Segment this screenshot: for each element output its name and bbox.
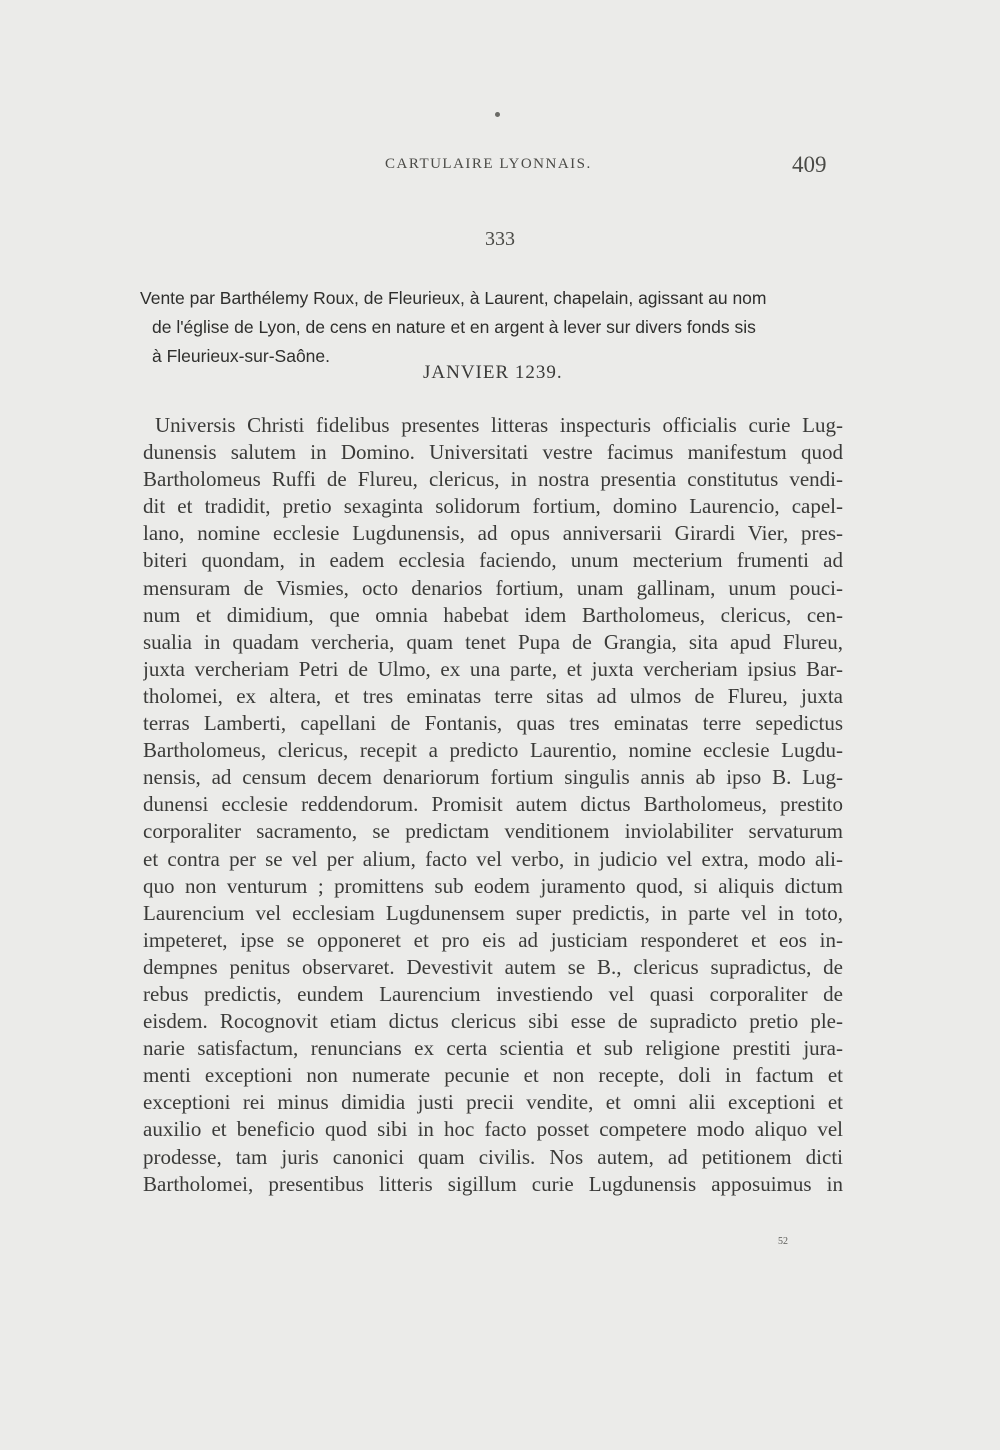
body-line: Laurencium vel ecclesiam Lugdunensem super predictis, in parte vel in toto,	[143, 900, 843, 925]
running-head	[0, 152, 1000, 182]
body-line: mensuram de Vismies, octo denarios fortium, unam gallinam, unum pouci-	[143, 575, 843, 600]
body-line: Bartholomeus, clericus, recepit a predicto Laurentio, nomine ecclesie Lugdu-	[143, 738, 843, 763]
body-line: exceptioni rei minus dimidia justi precii vendite, et omni alii exceptioni et	[143, 1090, 843, 1115]
body-line: et contra per se vel per alium, facto vel verbo, in judicio vel extra, modo ali-	[143, 846, 843, 871]
body-line: Universis Christi fidelibus presentes litteras inspecturis officialis curie Lug-	[155, 413, 843, 437]
body-line: impeteret, ipse se opponeret et pro eis ad justiciam responderet et eos in-	[143, 927, 843, 952]
body-line: tholomei, ex altera, et tres eminatas terre sitas ad ulmos de Flureu, juxta	[143, 683, 843, 708]
document-date: JANVIER 1239.	[423, 362, 563, 383]
body-line: terras Lamberti, capellani de Fontanis, quas tres eminatas terre sepedictus	[143, 711, 843, 736]
document-summary	[140, 284, 840, 371]
body-line: lano, nomine ecclesie Lugdunensis, ad opus anniversarii Girardi Vier, pres-	[143, 521, 843, 546]
body-line: quo non venturum ; promittens sub eodem juramento quod, si aliquis dictum	[143, 873, 843, 898]
body-line: nensis, ad censum decem denariorum fortium singulis annis ab ipso B. Lug-	[143, 765, 843, 790]
body-line: prodesse, tam juris canonici quam civilis. Nos autem, ad petitionem dicti	[143, 1144, 843, 1169]
body-line: num et dimidium, que omnia habebat idem Bartholomeus, clericus, cen-	[143, 602, 843, 627]
body-line: Bartholomeus Ruffi de Flureu, clericus, in nostra presentia constitutus vendi-	[143, 467, 843, 492]
summary-line: Vente par Barthélemy Roux, de Fleurieux, à Laurent, chapelain, agissant au nom	[140, 288, 767, 308]
body-line: Bartholomei, presentibus litteris sigillum curie Lugdunensis apposuimus in	[143, 1171, 843, 1196]
running-title: CARTULAIRE LYONNAIS.	[385, 156, 592, 172]
body-line: dunensis salutem in Domino. Universitati vestre facimus manifestum quod	[143, 440, 843, 465]
charter-body-text	[143, 412, 843, 1198]
summary-line: à Fleurieux-sur-Saône.	[152, 346, 330, 366]
summary-line: de l'église de Lyon, de cens en nature et en argent à lever sur divers fonds sis	[152, 317, 756, 337]
body-line: dit et tradidit, pretio sexaginta solidorum fortium, domino Laurencio, capel-	[143, 494, 843, 519]
body-line: dunensi ecclesie reddendorum. Promisit autem dictus Bartholomeus, prestito	[143, 792, 843, 817]
body-line: sualia in quadam vercheria, quam tenet Pupa de Grangia, sita apud Flureu,	[143, 629, 843, 654]
body-line: eisdem. Rocognovit etiam dictus clericus sibi esse de supradicto pretio ple-	[143, 1009, 843, 1034]
document-number: 333	[485, 228, 515, 250]
body-line: auxilio et beneficio quod sibi in hoc facto posset competere modo aliquo vel	[143, 1117, 843, 1142]
printer-dot-mark	[495, 112, 500, 117]
body-line: narie satisfactum, renuncians ex certa scientia et sub religione prestiti jura-	[143, 1036, 843, 1061]
body-line: dempnes penitus observaret. Devestivit autem se B., clericus supradictus, de	[143, 954, 843, 979]
body-line: rebus predictis, eundem Laurencium investiendo vel quasi corporaliter de	[143, 981, 843, 1006]
page-number: 409	[792, 152, 827, 177]
body-line: juxta vercheriam Petri de Ulmo, ex una parte, et juxta vercheriam ipsius Bar-	[143, 656, 843, 681]
signature-mark: 52	[778, 1236, 788, 1247]
body-line: biteri quondam, in eadem ecclesia faciendo, unum mecterium frumenti ad	[143, 548, 843, 573]
body-line: menti exceptioni non numerate pecunie et non recepte, doli in factum et	[143, 1063, 843, 1088]
body-line: corporaliter sacramento, se predictam venditionem inviolabiliter servaturum	[143, 819, 843, 844]
